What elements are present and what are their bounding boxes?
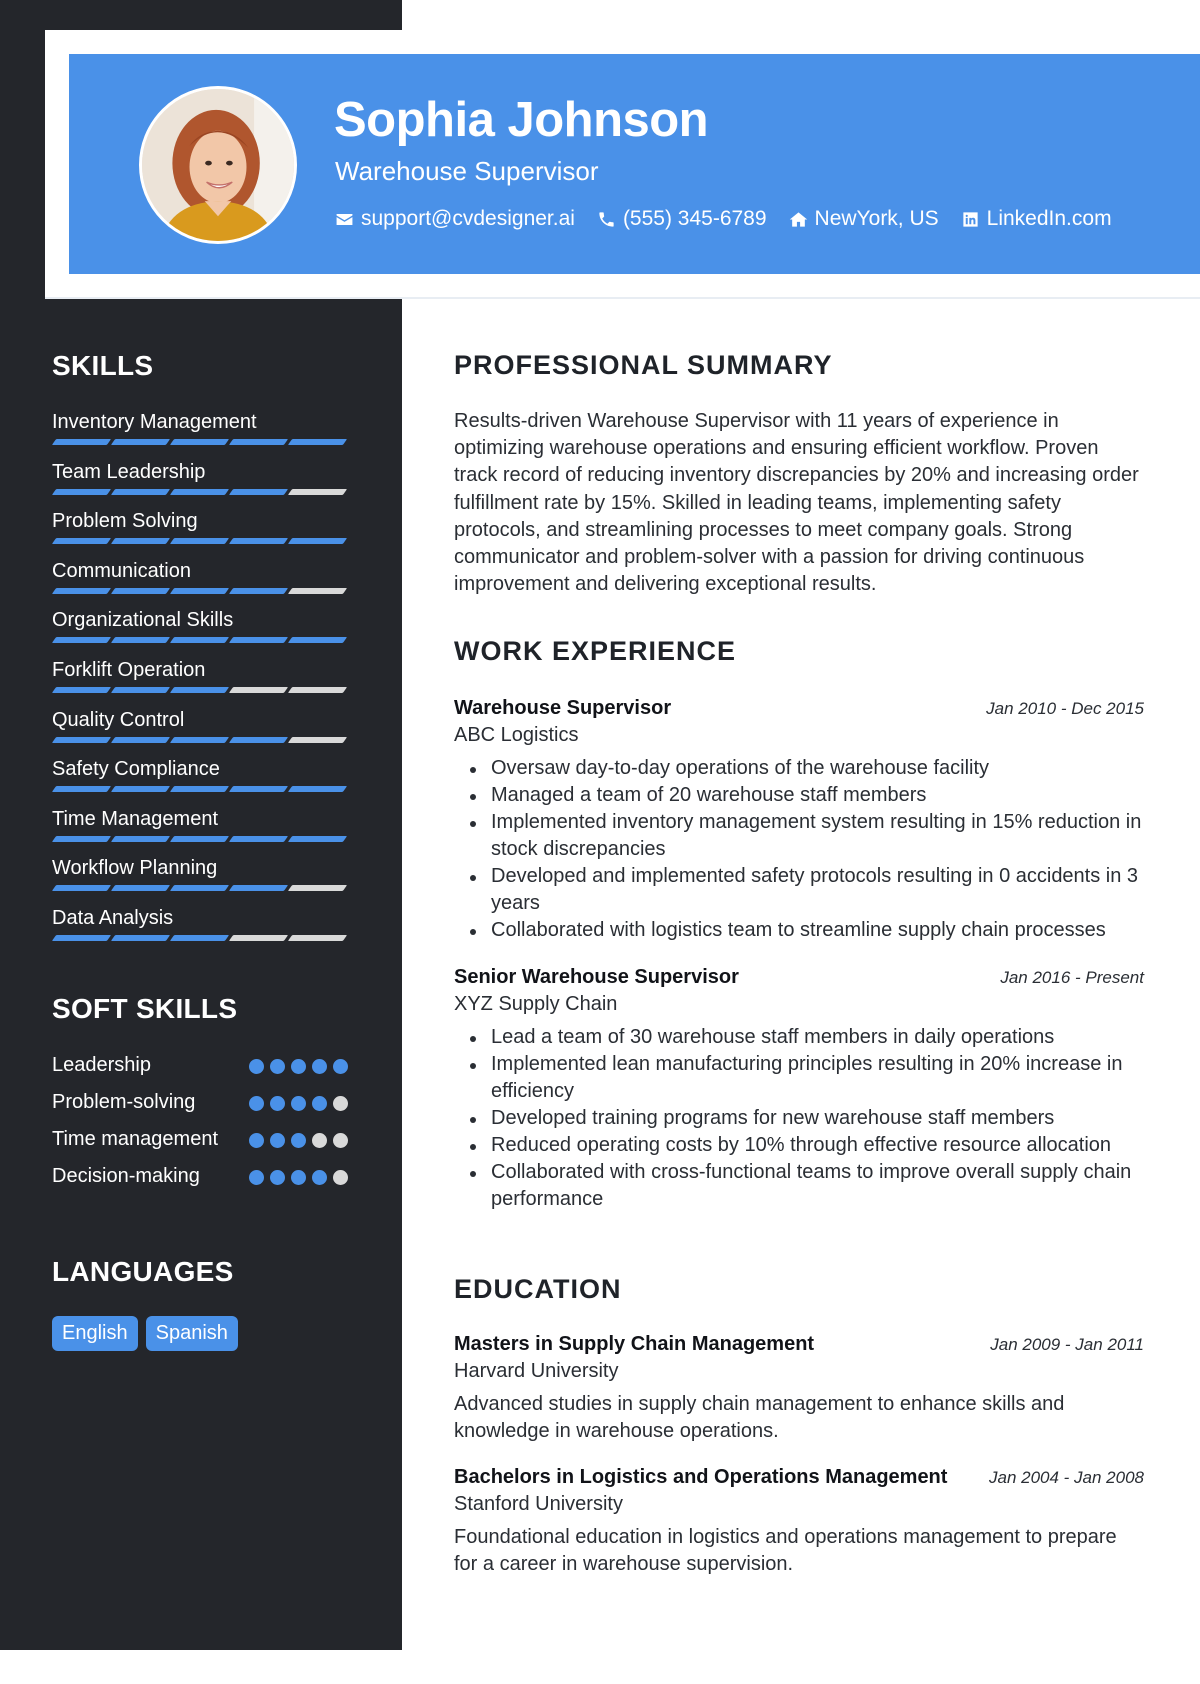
- header-divider: [45, 297, 1200, 299]
- skill-level-segment: [52, 588, 111, 594]
- rating-dot: [312, 1096, 327, 1111]
- school-name: Harvard University: [454, 1360, 619, 1382]
- job-bullet: Reduced operating costs by 10% through effective resource allocation: [454, 1132, 1144, 1159]
- skill-level-segment: [288, 836, 347, 842]
- skill-item: [52, 806, 348, 856]
- job-bullets: [454, 755, 1144, 944]
- rating-dot: [270, 1170, 285, 1185]
- job-bullet: Lead a team of 30 warehouse staff members in daily operations: [454, 1024, 1144, 1051]
- skill-level-segment: [111, 538, 170, 544]
- rating-dot: [270, 1133, 285, 1148]
- skill-level-segment: [170, 786, 229, 792]
- skill-level-segment: [170, 538, 229, 544]
- skill-level-segment: [170, 489, 229, 495]
- job-bullet: Collaborated with logistics team to streamline supply chain processes: [454, 917, 1144, 944]
- skill-level-segment: [229, 885, 288, 891]
- skill-level-bar: [52, 489, 348, 495]
- contact-location: [789, 207, 939, 231]
- skill-level-bar: [52, 786, 348, 792]
- education-description: Advanced studies in supply chain management to enhance skills and knowledge in warehouse operations.: [454, 1393, 1065, 1443]
- skill-level-segment: [229, 737, 288, 743]
- rating-dot: [291, 1170, 306, 1185]
- skill-level-segment: [288, 935, 347, 941]
- job-bullet: Implemented inventory management system resulting in 15% reduction in stock discrepancies: [454, 809, 1144, 863]
- skill-level-segment: [111, 786, 170, 792]
- soft-skill-name: Time management: [52, 1128, 218, 1150]
- skill-level-segment: [229, 786, 288, 792]
- experience-heading: WORK EXPERIENCE: [454, 636, 737, 666]
- skill-level-segment: [170, 885, 229, 891]
- skill-item: [52, 607, 348, 657]
- skill-level-bar: [52, 687, 348, 693]
- soft-skill-rating: [249, 1125, 348, 1148]
- skills-heading: SKILLS: [52, 350, 154, 381]
- contact-list: [335, 207, 1134, 231]
- rating-dot: [249, 1170, 264, 1185]
- skill-name: Time Management: [52, 807, 218, 830]
- skill-level-segment: [111, 439, 170, 445]
- job-entry: [454, 697, 1144, 944]
- skill-level-segment: [111, 935, 170, 941]
- education-dates: Jan 2004 - Jan 2008: [988, 1468, 1144, 1487]
- skill-item: [52, 756, 348, 806]
- soft-skills-heading: SOFT SKILLS: [52, 993, 238, 1024]
- job-title: Warehouse Supervisor: [454, 697, 672, 719]
- soft-skill-name: Leadership: [52, 1054, 151, 1076]
- linkedin-text: LinkedIn.com: [986, 207, 1112, 230]
- skill-level-bar: [52, 836, 348, 842]
- rating-dot: [333, 1096, 348, 1111]
- skill-level-segment: [111, 637, 170, 643]
- soft-skill-name: Problem-solving: [52, 1091, 196, 1113]
- skill-level-segment: [52, 637, 111, 643]
- skill-level-bar: [52, 637, 348, 643]
- soft-skill-rating: [249, 1162, 348, 1185]
- skill-name: Problem Solving: [52, 510, 198, 533]
- skill-level-segment: [229, 935, 288, 941]
- skill-level-segment: [52, 836, 111, 842]
- skill-level-segment: [170, 935, 229, 941]
- skill-level-segment: [229, 687, 288, 693]
- skill-level-bar: [52, 538, 348, 544]
- soft-skills-list: [52, 1051, 348, 1199]
- job-bullet: Developed training programs for new warehouse staff members: [454, 1105, 1144, 1132]
- job-bullet: Developed and implemented safety protocols resulting in 0 accidents in 3 years: [454, 863, 1144, 917]
- skill-name: Quality Control: [52, 708, 185, 731]
- job-bullet: Managed a team of 20 warehouse staff members: [454, 782, 1144, 809]
- contact-phone[interactable]: [597, 207, 767, 231]
- contact-email[interactable]: [335, 207, 575, 231]
- skill-level-segment: [288, 885, 347, 891]
- summary-text: Results-driven Warehouse Supervisor with 11 years of experience in optimizing warehouse operations and ensuring efficient workflow. Proven track record of reducing inventory discrepancies by 20% and increasing order fulfillment rate by 15%. Skilled in leading teams, implementing safety protocols, and streamlining processes to meet company goals. Strong communicator and problem-solver with a passion for driving continuous improvement and delivering exceptional results.: [454, 410, 1139, 596]
- job-title: Senior Warehouse Supervisor: [454, 966, 739, 988]
- job-bullet: Implemented lean manufacturing principles resulting in 20% increase in efficiency: [454, 1051, 1144, 1105]
- skill-level-segment: [229, 836, 288, 842]
- skill-level-segment: [111, 885, 170, 891]
- skill-name: Safety Compliance: [52, 758, 220, 781]
- skill-item: [52, 459, 348, 509]
- skill-level-bar: [52, 885, 348, 891]
- contact-linkedin[interactable]: [961, 207, 1112, 231]
- soft-skill-item: [52, 1051, 348, 1079]
- rating-dot: [291, 1059, 306, 1074]
- skill-level-bar: [52, 935, 348, 941]
- job-bullet: Collaborated with cross-functional teams to improve overall supply chain performance: [454, 1159, 1144, 1213]
- skill-level-segment: [111, 489, 170, 495]
- languages-list: [52, 1316, 238, 1351]
- skill-level-bar: [52, 439, 348, 445]
- skill-level-bar: [52, 737, 348, 743]
- job-company: XYZ Supply Chain: [454, 993, 618, 1015]
- skill-level-segment: [229, 489, 288, 495]
- rating-dot: [312, 1059, 327, 1074]
- linkedin-icon: [961, 210, 980, 229]
- job-company: ABC Logistics: [454, 724, 579, 746]
- profile-photo: [139, 86, 297, 244]
- skill-level-segment: [170, 588, 229, 594]
- rating-dot: [312, 1170, 327, 1185]
- skill-level-segment: [229, 538, 288, 544]
- rating-dot: [249, 1133, 264, 1148]
- skill-level-segment: [52, 538, 111, 544]
- skill-level-segment: [52, 935, 111, 941]
- skill-level-segment: [229, 637, 288, 643]
- skill-level-segment: [111, 588, 170, 594]
- rating-dot: [333, 1170, 348, 1185]
- skill-name: Inventory Management: [52, 411, 257, 433]
- skill-item: [52, 558, 348, 608]
- skill-item: [52, 508, 348, 558]
- envelope-icon: [335, 210, 354, 229]
- skill-name: Communication: [52, 559, 191, 582]
- skills-list: [52, 409, 348, 955]
- skill-level-segment: [229, 439, 288, 445]
- skill-name: Organizational Skills: [52, 609, 234, 632]
- phone-icon: [597, 210, 616, 229]
- soft-skill-name: Decision-making: [52, 1165, 200, 1187]
- job-dates: Jan 2016 - Present: [1000, 968, 1144, 987]
- soft-skill-item: [52, 1125, 348, 1153]
- skill-level-segment: [52, 489, 111, 495]
- skill-level-segment: [170, 737, 229, 743]
- rating-dot: [249, 1059, 264, 1074]
- soft-skill-item: [52, 1088, 348, 1116]
- rating-dot: [270, 1096, 285, 1111]
- home-icon: [789, 210, 808, 229]
- phone-text: (555) 345-6789: [622, 207, 767, 230]
- rating-dot: [291, 1133, 306, 1148]
- rating-dot: [249, 1096, 264, 1111]
- soft-skill-rating: [249, 1051, 348, 1074]
- skill-level-bar: [52, 588, 348, 594]
- rating-dot: [333, 1133, 348, 1148]
- rating-dot: [270, 1059, 285, 1074]
- skill-item: [52, 409, 348, 459]
- skill-level-segment: [170, 836, 229, 842]
- skill-level-segment: [229, 588, 288, 594]
- job-bullets: [454, 1024, 1144, 1213]
- skill-level-segment: [111, 687, 170, 693]
- location-text: NewYork, US: [814, 207, 939, 230]
- summary-heading: PROFESSIONAL SUMMARY: [454, 350, 833, 380]
- skill-level-segment: [288, 489, 347, 495]
- header-banner: [69, 54, 1200, 274]
- skill-level-segment: [52, 737, 111, 743]
- profile-photo-image: [142, 89, 294, 241]
- skill-name: Workflow Planning: [52, 857, 218, 880]
- soft-skill-rating: [249, 1088, 348, 1111]
- skill-item: [52, 707, 348, 757]
- skill-level-segment: [170, 687, 229, 693]
- language-tag: Spanish: [146, 1316, 238, 1351]
- education-heading: EDUCATION: [454, 1274, 622, 1304]
- skill-level-segment: [288, 439, 347, 445]
- email-text: support@cvdesigner.ai: [361, 207, 575, 230]
- skill-level-segment: [288, 637, 347, 643]
- rating-dot: [333, 1059, 348, 1074]
- skill-level-segment: [111, 737, 170, 743]
- education-entry: [454, 1466, 1144, 1578]
- language-tag: English: [52, 1316, 138, 1351]
- rating-dot: [312, 1133, 327, 1148]
- skill-level-segment: [170, 439, 229, 445]
- skill-name: Team Leadership: [52, 460, 206, 483]
- skill-level-segment: [170, 637, 229, 643]
- skill-name: Forklift Operation: [52, 658, 206, 681]
- languages-heading: LANGUAGES: [52, 1256, 234, 1287]
- rating-dot: [291, 1096, 306, 1111]
- skill-name: Data Analysis: [52, 906, 174, 929]
- skill-level-segment: [288, 538, 347, 544]
- education-dates: Jan 2009 - Jan 2011: [990, 1335, 1144, 1354]
- skill-level-segment: [52, 885, 111, 891]
- degree-title: Masters in Supply Chain Management: [454, 1333, 815, 1355]
- skill-level-segment: [288, 786, 347, 792]
- skill-level-segment: [111, 836, 170, 842]
- skill-level-segment: [288, 737, 347, 743]
- job-entry: [454, 966, 1144, 1213]
- skill-level-segment: [288, 687, 347, 693]
- soft-skill-item: [52, 1162, 348, 1190]
- skill-item: [52, 657, 348, 707]
- skill-level-segment: [52, 439, 111, 445]
- skill-item: [52, 855, 348, 905]
- job-dates: Jan 2010 - Dec 2015: [986, 699, 1144, 718]
- candidate-name: Sophia Johnson: [334, 93, 709, 147]
- skill-level-segment: [52, 786, 111, 792]
- candidate-title: Warehouse Supervisor: [335, 156, 599, 186]
- education-description: Foundational education in logistics and operations management to prepare for a career in warehouse supervision.: [454, 1526, 1117, 1576]
- school-name: Stanford University: [454, 1493, 623, 1515]
- skill-level-segment: [288, 588, 347, 594]
- skill-level-segment: [52, 687, 111, 693]
- education-entry: [454, 1333, 1144, 1445]
- job-bullet: Oversaw day-to-day operations of the warehouse facility: [454, 755, 1144, 782]
- degree-title: Bachelors in Logistics and Operations Management: [454, 1466, 948, 1488]
- skill-item: [52, 905, 348, 955]
